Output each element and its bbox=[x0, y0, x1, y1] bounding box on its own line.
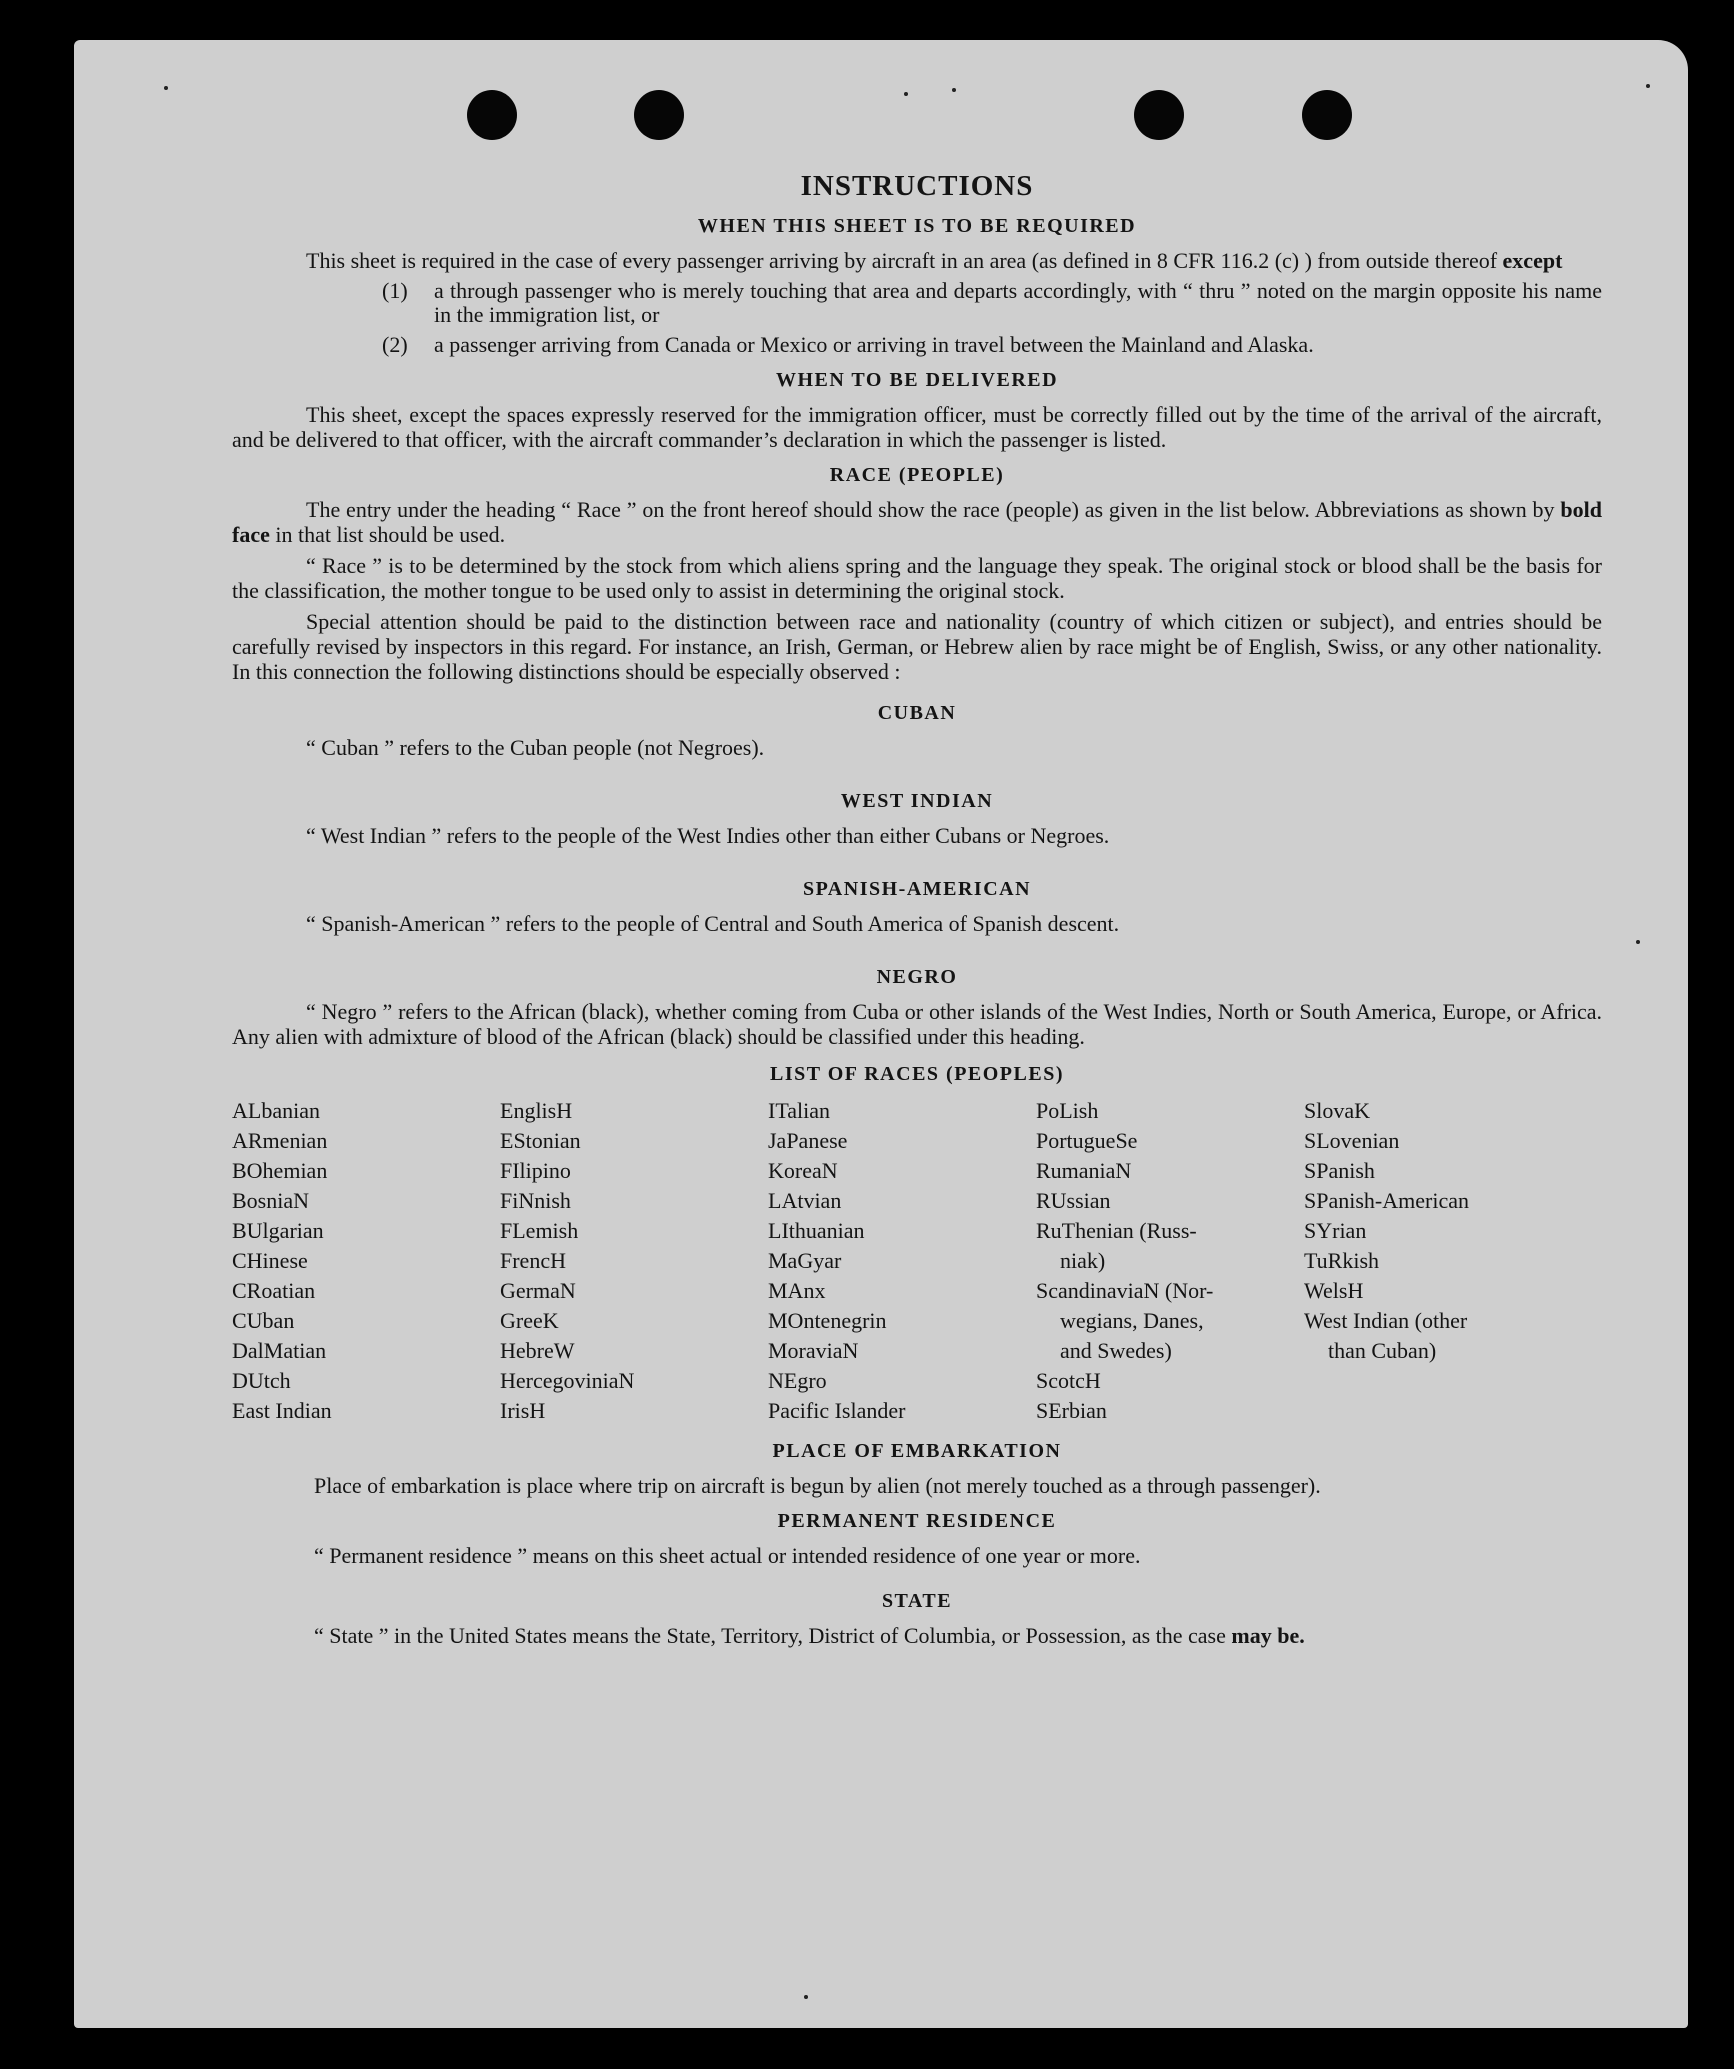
paragraph-text: The entry under the heading “ Race ” on the front hereof should show the race (people) as given in the list below. Abbreviations as shown by bbox=[306, 497, 1555, 522]
race-item: ALbanian bbox=[232, 1098, 320, 1123]
race-item: FIlipino bbox=[500, 1158, 571, 1183]
paragraph bbox=[232, 497, 1602, 547]
list-item bbox=[382, 333, 1602, 357]
paragraph-text: This sheet is required in the case of every passenger arriving by aircraft in an area (as defined in 8 CFR 116.2 (c) ) from outside thereof bbox=[306, 248, 1498, 273]
race-item: West Indian (other bbox=[1304, 1308, 1468, 1333]
race-item: EnglisH bbox=[500, 1098, 573, 1123]
race-item: niak) bbox=[1060, 1248, 1106, 1273]
paragraph: Place of embarkation is place where trip on aircraft is begun by alien (not merely touched as a through passenger). bbox=[314, 1473, 1321, 1498]
race-item: HercegoviniaN bbox=[500, 1368, 635, 1393]
race-item: BosniaN bbox=[232, 1188, 309, 1213]
race-item: FLemish bbox=[500, 1218, 579, 1243]
item-number: (2) bbox=[382, 332, 408, 357]
race-column bbox=[768, 1096, 1036, 1426]
race-item: GermaN bbox=[500, 1278, 576, 1303]
race-item: ScotcH bbox=[1036, 1368, 1101, 1393]
section-heading: RACE (PEOPLE) bbox=[829, 464, 1005, 486]
section-heading: PERMANENT RESIDENCE bbox=[777, 1510, 1057, 1532]
race-item: SlovaK bbox=[1304, 1098, 1370, 1123]
race-item: MaGyar bbox=[768, 1248, 842, 1273]
race-column bbox=[1304, 1096, 1572, 1426]
paragraph: “ Race ” is to be determined by the stock from which aliens spring and the language they speak. The original stock or blood shall be the basis for the classification, the mother tongue to be used only to assist in determining the original stock. bbox=[232, 553, 1602, 603]
punch-hole bbox=[467, 90, 517, 140]
punch-hole bbox=[1134, 90, 1184, 140]
race-item: than Cuban) bbox=[1328, 1338, 1437, 1363]
section-heading: WHEN THIS SHEET IS TO BE REQUIRED bbox=[697, 215, 1137, 237]
race-item: MAnx bbox=[768, 1278, 826, 1303]
paper-speck bbox=[804, 1995, 808, 1999]
race-item: PortugueSe bbox=[1036, 1128, 1138, 1153]
item-number: (1) bbox=[382, 278, 408, 303]
race-item: HebreW bbox=[500, 1338, 575, 1363]
race-item: ITalian bbox=[768, 1098, 830, 1123]
paragraph: “ Permanent residence ” means on this sheet actual or intended residence of one year or more. bbox=[314, 1543, 1141, 1568]
race-item: SLovenian bbox=[1304, 1128, 1400, 1153]
race-item: LAtvian bbox=[768, 1188, 842, 1213]
race-item: and Swedes) bbox=[1060, 1338, 1172, 1363]
paper-speck bbox=[952, 88, 956, 92]
paragraph bbox=[232, 1623, 1602, 1648]
section-heading: LIST OF RACES (PEOPLES) bbox=[769, 1063, 1064, 1085]
race-item: MOntenegrin bbox=[768, 1308, 887, 1333]
section-heading: PLACE OF EMBARKATION bbox=[772, 1440, 1062, 1462]
section-heading: WEST INDIAN bbox=[840, 790, 994, 812]
race-item: RuThenian (Russ- bbox=[1036, 1218, 1197, 1243]
paper-speck bbox=[1646, 84, 1650, 88]
race-item: MoraviaN bbox=[768, 1338, 859, 1363]
race-item: RUssian bbox=[1036, 1188, 1111, 1213]
page-title: INSTRUCTIONS bbox=[800, 170, 1034, 202]
race-column bbox=[1036, 1096, 1304, 1426]
race-item: BOhemian bbox=[232, 1158, 328, 1183]
section-heading: NEGRO bbox=[876, 966, 958, 988]
race-item: ARmenian bbox=[232, 1128, 328, 1153]
race-item: SPanish bbox=[1304, 1158, 1375, 1183]
race-item: NEgro bbox=[768, 1368, 827, 1393]
item-text: a passenger arriving from Canada or Mexico or arriving in travel between the Mainland and Alaska. bbox=[434, 332, 1314, 357]
race-column bbox=[232, 1096, 500, 1426]
race-item: SYrian bbox=[1304, 1218, 1367, 1243]
race-item: East Indian bbox=[232, 1398, 332, 1423]
race-item: JaPanese bbox=[768, 1128, 848, 1153]
paragraph: “ West Indian ” refers to the people of the West Indies other than either Cubans or Negroes. bbox=[306, 823, 1110, 848]
race-item: TuRkish bbox=[1304, 1248, 1380, 1273]
race-item: ScandinaviaN (Nor- bbox=[1036, 1278, 1214, 1303]
race-column bbox=[500, 1096, 768, 1426]
section-heading: CUBAN bbox=[877, 702, 957, 724]
race-item: SPanish-American bbox=[1304, 1188, 1469, 1213]
section-heading: SPANISH-AMERICAN bbox=[802, 878, 1032, 900]
race-list bbox=[232, 1096, 1602, 1426]
list-item bbox=[382, 279, 1602, 327]
paragraph-text: in that list should be used. bbox=[275, 522, 506, 547]
paper-speck bbox=[164, 86, 168, 90]
race-item: FiNnish bbox=[500, 1188, 571, 1213]
race-item: BUlgarian bbox=[232, 1218, 324, 1243]
bold-text: except bbox=[1502, 248, 1563, 273]
race-item: RumaniaN bbox=[1036, 1158, 1132, 1183]
paragraph: “ Cuban ” refers to the Cuban people (not Negroes). bbox=[306, 735, 765, 760]
instructions-content bbox=[232, 170, 1602, 1648]
race-item: FrencH bbox=[500, 1248, 566, 1273]
race-item: DalMatian bbox=[232, 1338, 327, 1363]
paragraph: Special attention should be paid to the distinction between race and nationality (country of which citizen or subject), and entries should be carefully revised by inspectors in this regard. For instance, an Irish, German, or Hebrew alien by race might be of English, Swiss, or any other nationality. In this connection the following distinctions should be especially observed : bbox=[232, 609, 1602, 684]
document-page bbox=[74, 40, 1688, 2028]
race-item: WelsH bbox=[1304, 1278, 1364, 1303]
paper-speck bbox=[904, 92, 908, 96]
bold-text: may be. bbox=[1231, 1623, 1305, 1648]
race-item: EStonian bbox=[500, 1128, 581, 1153]
paragraph: This sheet, except the spaces expressly reserved for the immigration officer, must be correctly filled out by the time of the arrival of the aircraft, and be delivered to that officer, with the aircraft commander’s declaration in which the passenger is listed. bbox=[232, 402, 1602, 452]
punch-hole bbox=[1302, 90, 1352, 140]
race-item: wegians, Danes, bbox=[1060, 1308, 1204, 1333]
race-item: IrisH bbox=[500, 1398, 546, 1423]
race-item: GreeK bbox=[500, 1308, 559, 1333]
paragraph bbox=[232, 248, 1602, 273]
race-item: CRoatian bbox=[232, 1278, 316, 1303]
race-item: CUban bbox=[232, 1308, 295, 1333]
paragraph: “ Spanish-American ” refers to the people of Central and South America of Spanish descent. bbox=[306, 911, 1120, 936]
race-item: SErbian bbox=[1036, 1398, 1107, 1423]
race-item: LIthuanian bbox=[768, 1218, 865, 1243]
bold-text: bold face bbox=[232, 497, 1602, 547]
item-text: a through passenger who is merely touching that area and departs accordingly, with “ thru ” noted on the margin opposite his name in the immigration list, or bbox=[434, 278, 1602, 327]
race-item: PoLish bbox=[1036, 1098, 1099, 1123]
race-item: KoreaN bbox=[768, 1158, 838, 1183]
punch-hole bbox=[634, 90, 684, 140]
paragraph: “ Negro ” refers to the African (black), whether coming from Cuba or other islands of the West Indies, North or South America, Europe, or Africa. Any alien with admixture of blood of the African (black) should be classified under this heading. bbox=[232, 999, 1602, 1049]
race-item: DUtch bbox=[232, 1368, 291, 1393]
section-heading: WHEN TO BE DELIVERED bbox=[775, 369, 1059, 391]
paper-speck bbox=[1636, 940, 1640, 944]
race-item: Pacific Islander bbox=[768, 1398, 906, 1423]
paragraph-text: “ State ” in the United States means the State, Territory, District of Columbia, or Possession, as the case bbox=[314, 1623, 1226, 1648]
race-item: CHinese bbox=[232, 1248, 308, 1273]
section-heading: STATE bbox=[881, 1590, 953, 1612]
